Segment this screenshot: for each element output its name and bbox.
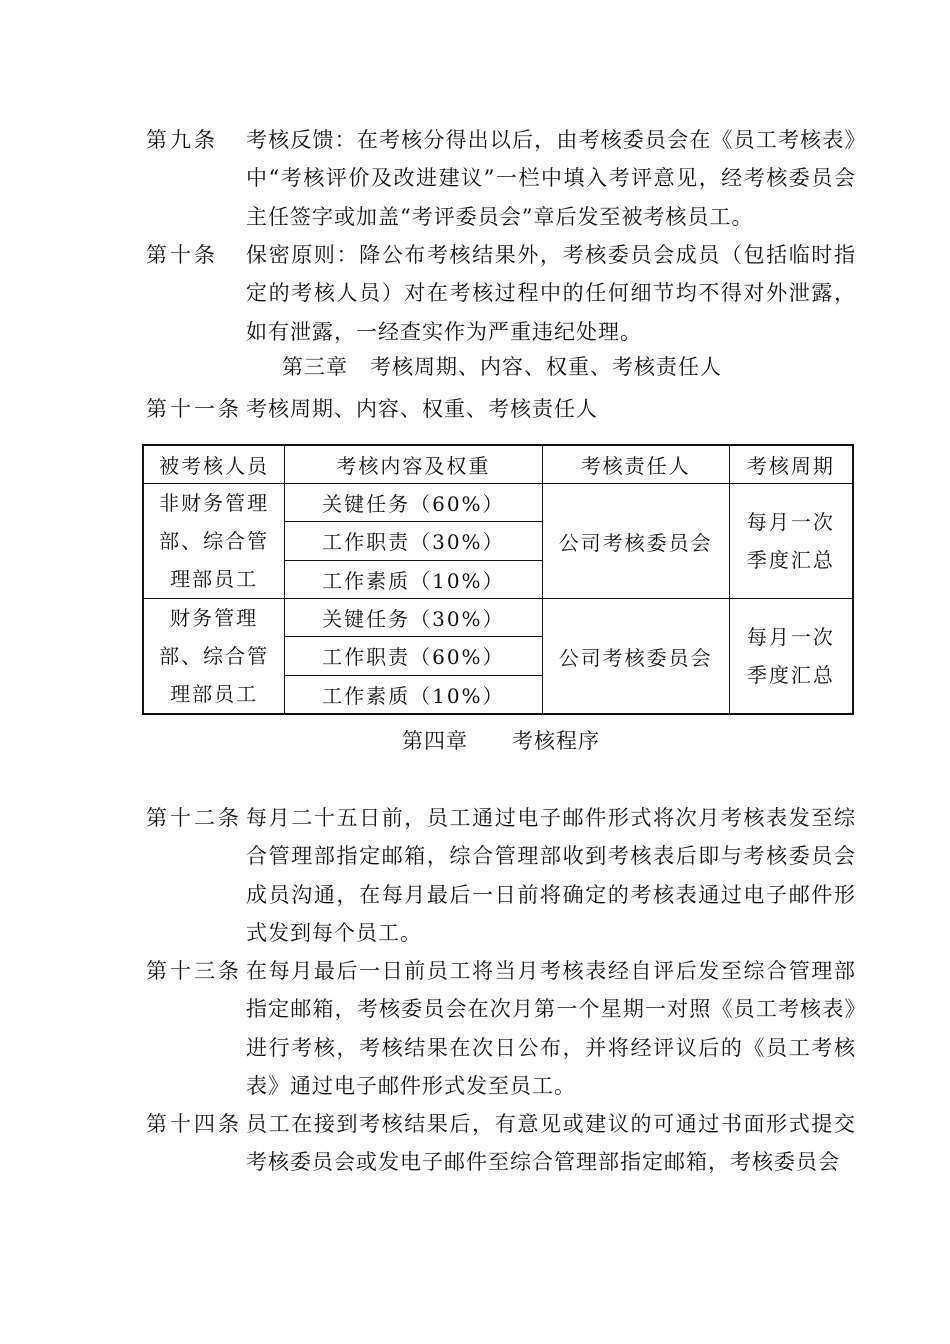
owner-cell: 公司考核委员会 bbox=[542, 599, 729, 715]
chapter-3-heading: 第三章 考核周期、内容、权重、考核责任人 bbox=[282, 355, 722, 379]
article-text: 员工在接到考核结果后，有意见或建议的可通过书面形式提交考核委员会或发电子邮件至综合管理部指定邮箱，考核委员会 bbox=[246, 1112, 856, 1175]
owner-cell: 公司考核委员会 bbox=[542, 484, 729, 599]
content-weight-cell: 工作职责（30%） bbox=[285, 522, 542, 560]
content-weight-cell: 工作素质（10%） bbox=[285, 560, 542, 598]
content-weight-cell: 工作素质（10%） bbox=[285, 675, 542, 714]
review-table bbox=[142, 444, 854, 715]
reviewee-cell: 财务管理部、综合管理部员工 bbox=[143, 599, 285, 715]
cycle-line: 每月一次 bbox=[746, 510, 835, 534]
content-weight-cell: 关键任务（60%） bbox=[285, 484, 542, 522]
cycle-line: 每月一次 bbox=[746, 625, 835, 649]
table-row bbox=[143, 599, 853, 637]
article-text: 在每月最后一日前员工将当月考核表经自评后发至综合管理部指定邮箱，考核委员会在次月第一个星期一对照《员工考核表》进行考核，考核结果在次日公布，并将经评议后的《员工考核表》通过电子邮件形式发至员工。 bbox=[246, 959, 856, 1098]
header-cell: 考核周期 bbox=[729, 445, 853, 484]
article-label: 第十三条 bbox=[146, 959, 242, 983]
article-text: 考核周期、内容、权重、考核责任人 bbox=[246, 397, 598, 421]
cycle-cell bbox=[729, 484, 853, 599]
article-label: 第十二条 bbox=[146, 806, 242, 830]
chapter-4-heading: 第四章 考核程序 bbox=[402, 729, 600, 753]
content-weight-cell: 工作职责（60%） bbox=[285, 637, 542, 675]
article-label: 第十条 bbox=[146, 243, 218, 267]
table-header-row bbox=[143, 445, 853, 484]
article-text: 考核反馈：在考核分得出以后，由考核委员会在《员工考核表》中“考核评价及改进建议”一栏中填入考评意见，经考核委员会主任签字或加盖“考评委员会”章后发至被考核员工。 bbox=[246, 128, 856, 229]
reviewee-cell: 非财务管理部、综合管理部员工 bbox=[143, 484, 285, 599]
article-label: 第十一条 bbox=[146, 397, 242, 421]
article-label: 第十四条 bbox=[146, 1112, 242, 1136]
cycle-line: 季度汇总 bbox=[746, 663, 835, 687]
header-cell: 考核责任人 bbox=[542, 445, 729, 484]
cycle-line: 季度汇总 bbox=[746, 548, 835, 572]
header-cell: 考核内容及权重 bbox=[285, 445, 542, 484]
cycle-cell bbox=[729, 599, 853, 715]
header-cell: 被考核人员 bbox=[143, 445, 285, 484]
content-weight-cell: 关键任务（30%） bbox=[285, 599, 542, 637]
article-text: 每月二十五日前，员工通过电子邮件形式将次月考核表发至综合管理部指定邮箱，综合管理部收到考核表后即与考核委员会成员沟通，在每月最后一日前将确定的考核表通过电子邮件形式发到每个员工。 bbox=[246, 806, 856, 945]
article-text: 保密原则：降公布考核结果外，考核委员会成员（包括临时指定的考核人员）对在考核过程中的任何细节均不得对外泄露，如有泄露，一经查实作为严重违纪处理。 bbox=[246, 243, 856, 344]
article-label: 第九条 bbox=[146, 128, 218, 152]
table-row bbox=[143, 484, 853, 522]
